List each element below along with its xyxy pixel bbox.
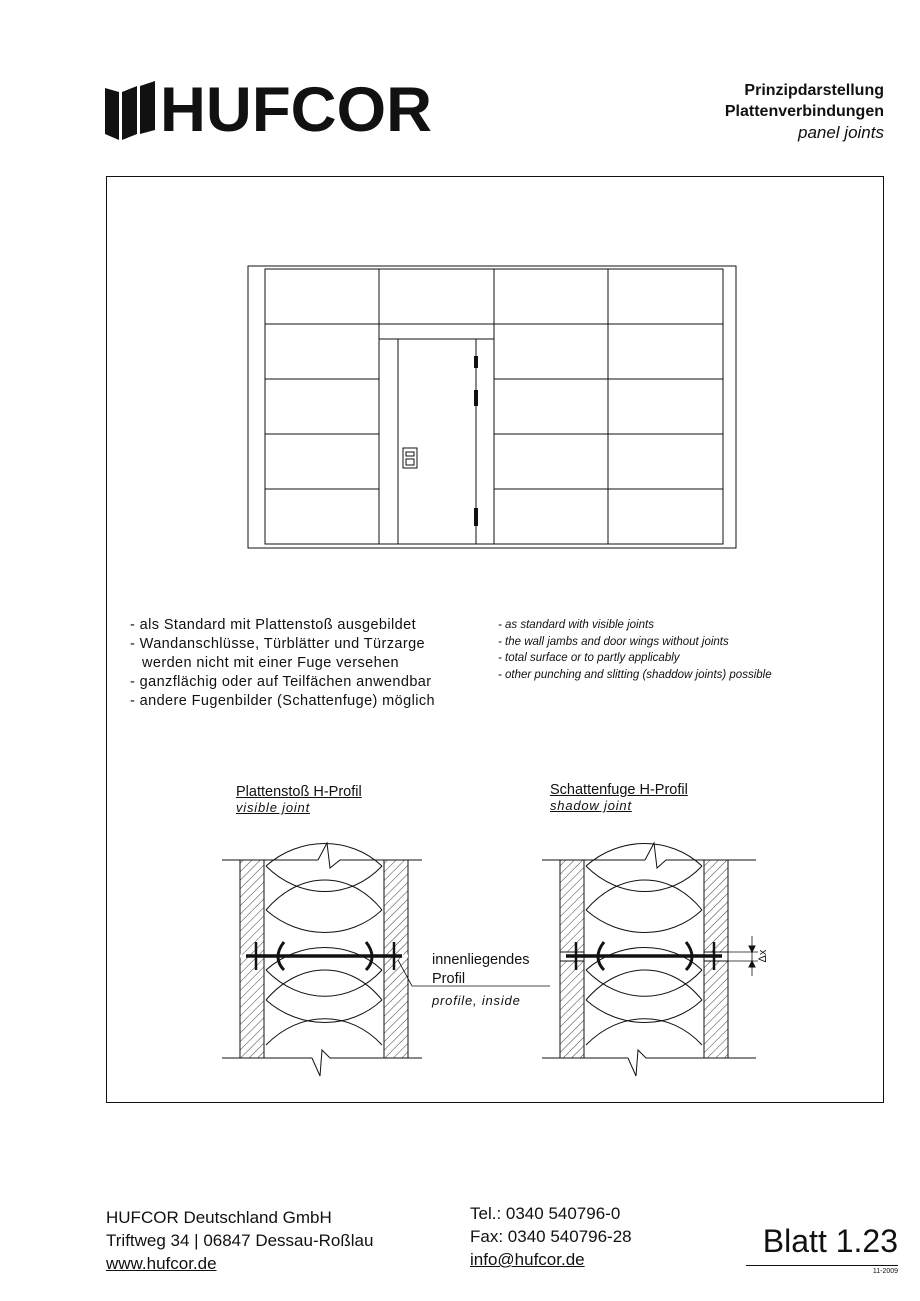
fax: Fax: 0340 540796-28 [470,1227,632,1246]
note-en-2: - the wall jambs and door wings without joints [498,635,729,648]
note-de-1: - als Standard mit Plattenstoß ausgebildet [130,617,416,633]
callout-line2: Profil [432,971,466,987]
note-en-1: - as standard with visible joints [498,619,654,631]
title-line1: Prinzipdarstellung [744,82,884,99]
company-name: HUFCOR Deutschland GmbH [106,1208,332,1227]
sheet-number: Blatt 1.23 [762,1223,898,1259]
callout-line1: innenliegendes [432,952,530,968]
company-address: Triftweg 34 | 06847 Dessau-Roßlau [106,1231,374,1250]
note-de-3: werden nicht mit einer Fuge versehen [142,655,399,671]
footer-contact [470,1202,632,1271]
title-en: panel joints [797,123,884,142]
sheet-rule [746,1265,898,1266]
note-de-5: - andere Fugenbilder (Schattenfuge) möglich [130,693,435,709]
sheet-date: 11-2009 [872,1268,898,1275]
callout-en: profile, inside [432,993,521,1008]
note-de-4: - ganzflächig oder auf Teilfächen anwendbar [130,674,432,690]
svg-text:HUFCOR: HUFCOR [160,75,432,145]
left-detail-title: Plattenstoß H-Profil [236,784,362,800]
tel: Tel.: 0340 540796-0 [470,1204,621,1223]
note-de-2: - Wandanschlüsse, Türblätter und Türzarge [130,636,425,652]
shadow-joint-section [542,843,758,1076]
right-detail-subtitle: shadow joint [550,798,632,813]
visible-joint-section [222,843,550,1076]
note-en-4: - other punching and slitting (shaddow joints) possible [498,668,772,681]
footer-company [106,1206,373,1275]
left-detail-subtitle: visible joint [236,800,310,815]
title-line2: Plattenverbindungen [724,103,884,120]
dimension-label: Δx [757,949,769,963]
website-link[interactable]: www.hufcor.de [106,1254,217,1273]
email-link[interactable]: info@hufcor.de [470,1250,585,1269]
right-detail-title: Schattenfuge H-Profil [550,782,688,798]
note-en-3: - total surface or to partly applicably [498,652,680,664]
